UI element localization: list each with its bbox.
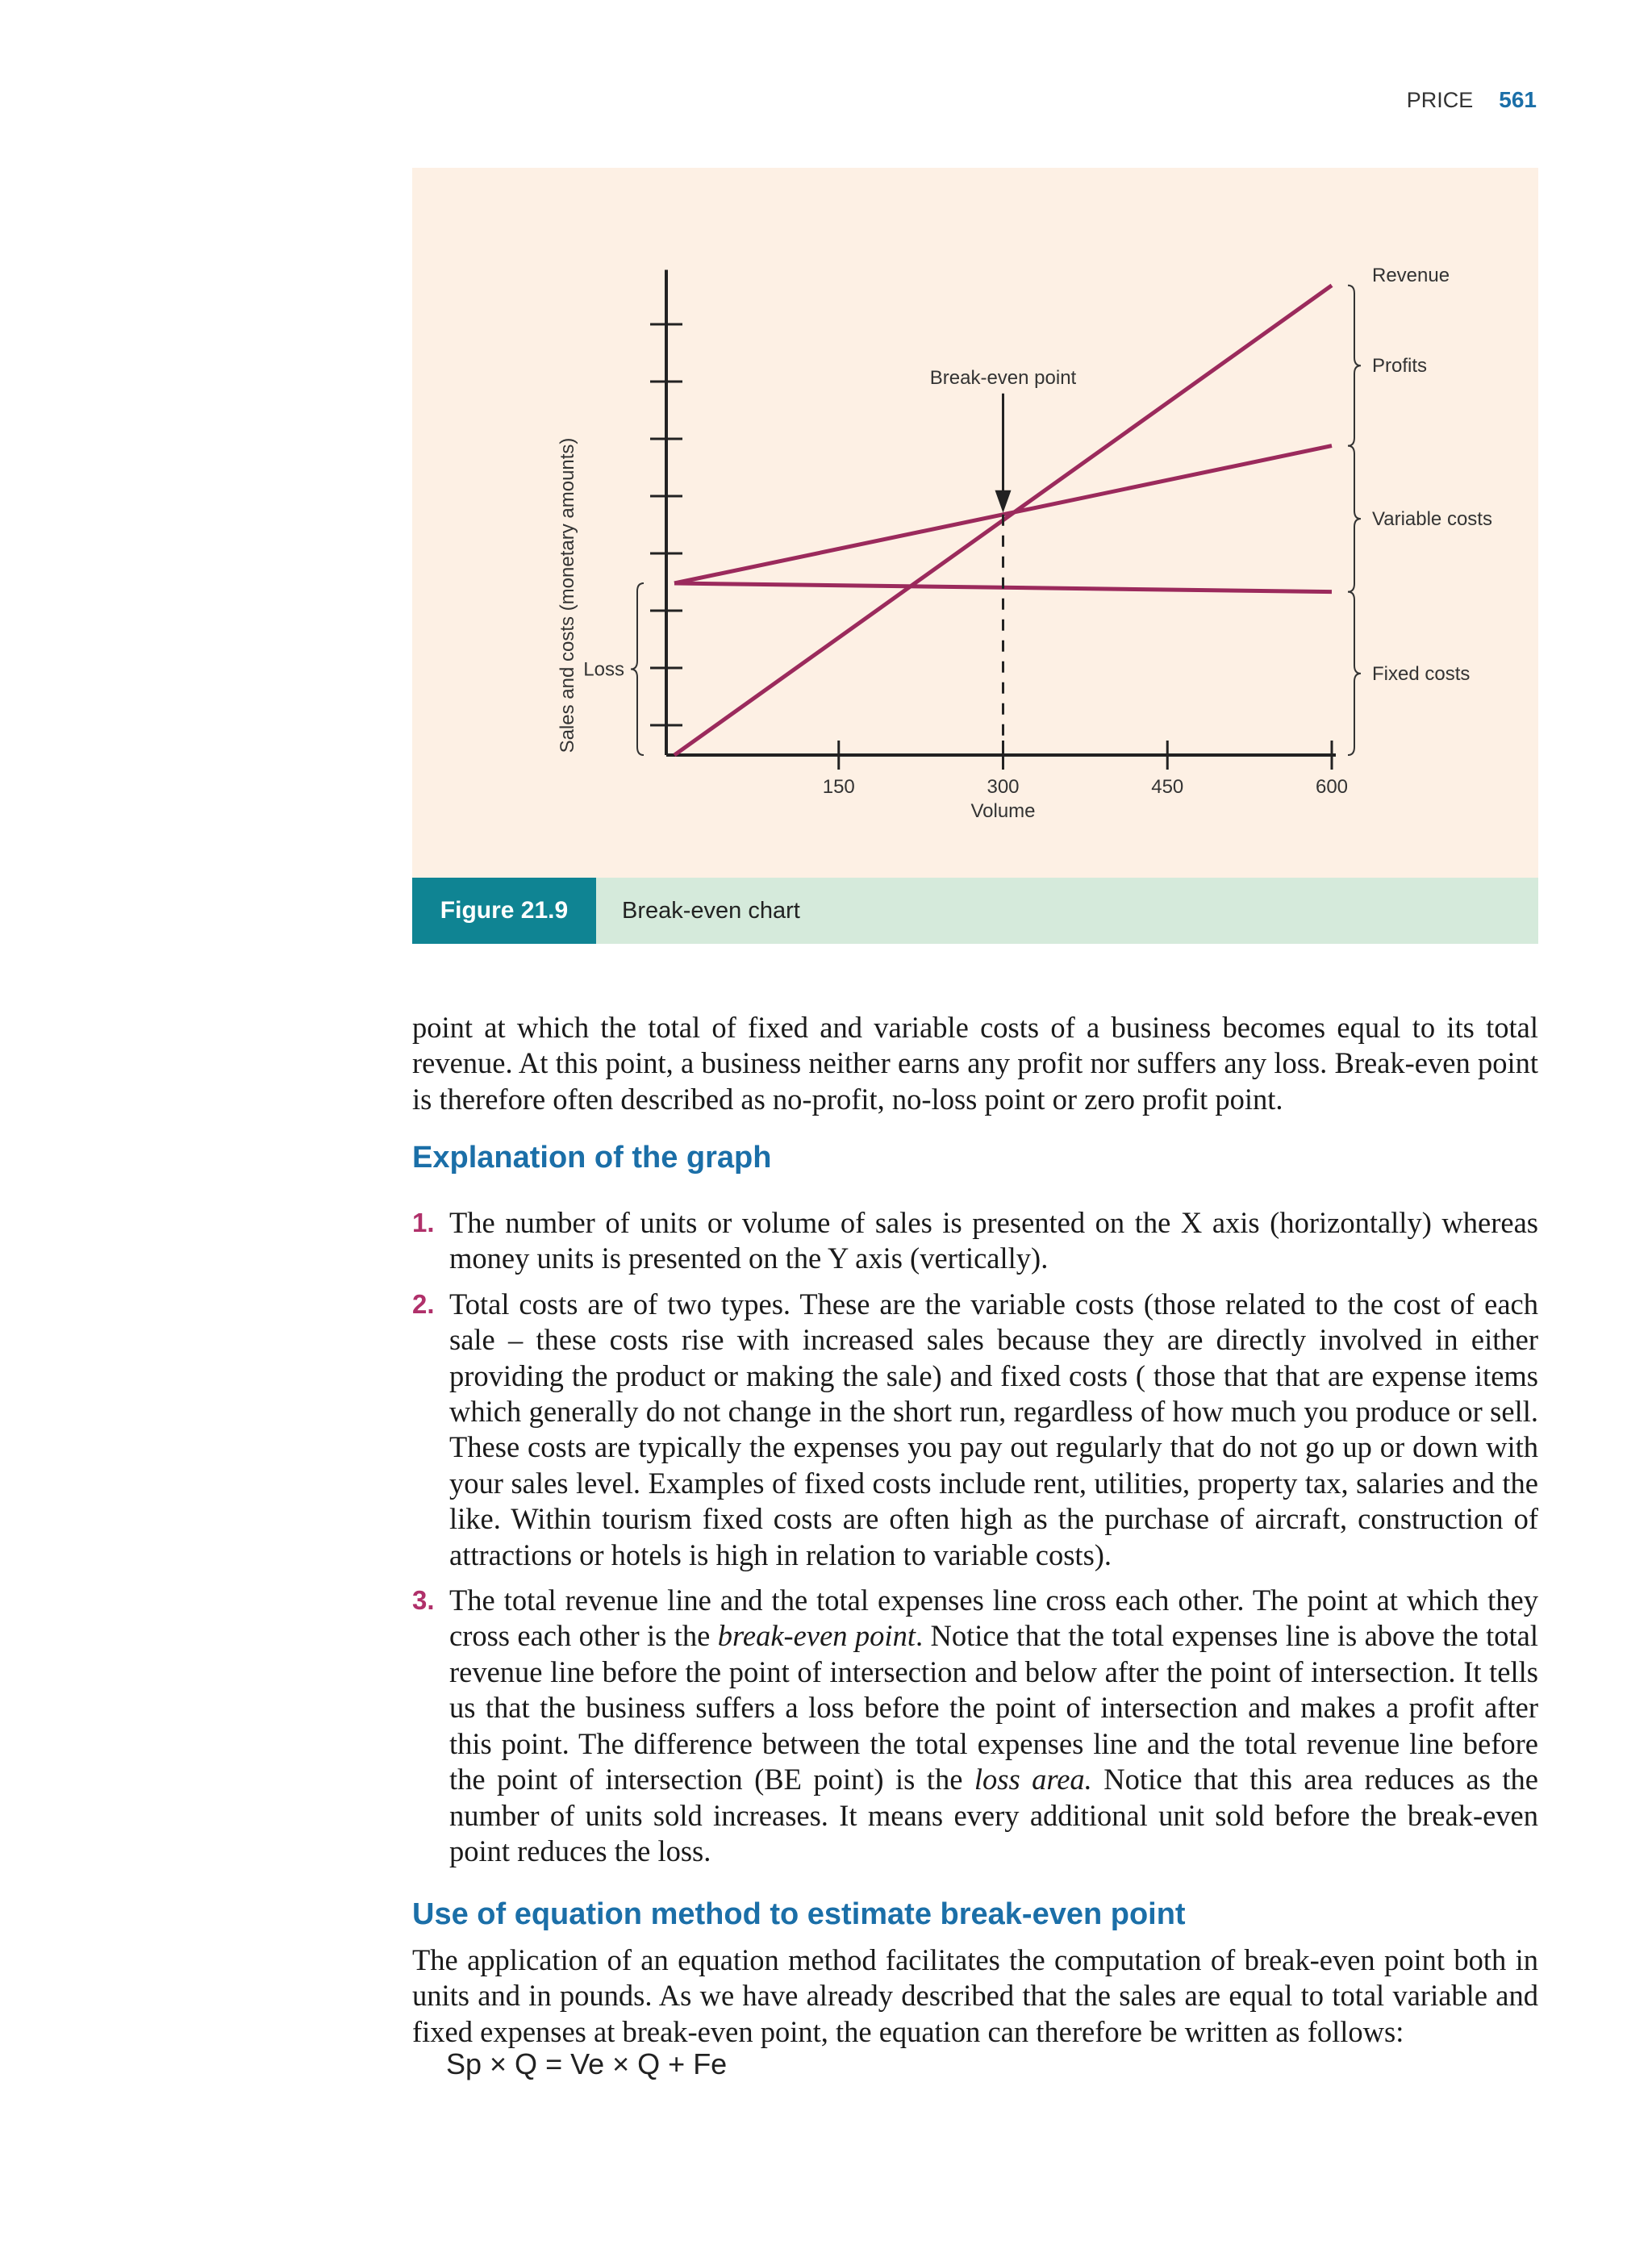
brace-profits: [1348, 286, 1361, 446]
page-number: 561: [1499, 87, 1537, 112]
emphasis-break-even-point: break-even point: [717, 1619, 916, 1653]
list-text: Total costs are of two types. These are the variable costs (those related to the cost of each sale – these costs rise with increased sales because they are directly involved in either providing the product or making the sale) and fixed costs ( those that that are expense items which generally do not change in the short run, regardless of how much you produce or sell. These costs are typically the expenses you pay out regularly that do not go up or down with your sales level. Examples of fixed costs include rent, utilities, property tax, salaries and the like. Within tourism fixed costs are often high as the purchase of aircraft, construction of attractions or hotels is high in relation to variable costs).: [449, 1287, 1538, 1571]
brace-fixed-costs: [1348, 592, 1361, 755]
header-section: PRICE: [1406, 88, 1474, 112]
intro-paragraph: point at which the total of fixed and variable costs of a business becomes equal to its total revenue. At this point, a business neither earns any profit nor suffers any loss. Break-even point is therefore often described as no-profit, no-loss point or zero profit point.: [412, 1011, 1538, 1116]
y-axis-label: Sales and costs (monetary amounts): [557, 437, 578, 753]
section-heading-explanation: Explanation of the graph: [412, 1141, 772, 1175]
running-header: [1407, 87, 1537, 113]
break-even-equation: Sp × Q = Ve × Q + Fe: [446, 2047, 728, 2080]
figure-title: Break-even chart: [622, 897, 800, 924]
brace-loss: [631, 583, 644, 755]
x-tick-label: 450: [1151, 776, 1184, 798]
x-tick-label: 150: [822, 776, 855, 798]
list-item: [412, 1205, 1538, 1277]
explanation-list: [412, 1205, 1538, 1879]
list-text: The total revenue line and the total expenses line cross each other. The point at which they cross each other is the break-even point. Notice that the total expenses line is above the total revenue line before the point of intersection and below after the point of intersection. It tells us that the business suffers a loss before the point of intersection and makes a profit after this point. The difference between the total expenses line and the total revenue line before the point of intersection (BE point) is the loss area. Notice that this area reduces as the number of units sold increases. It means every additional unit sold before the break-even point reduces the loss.: [449, 1584, 1538, 1867]
list-text: The number of units or volume of sales is presented on the X axis (horizontally) whereas money units is presented on the Y axis (vertically).: [449, 1206, 1538, 1275]
profits-label: Profits: [1372, 355, 1428, 378]
break-even-label: Break-even point: [929, 366, 1077, 389]
variable-costs-label: Variable costs: [1372, 508, 1492, 531]
equation-intro-paragraph: The application of an equation method facilitates the computation of break-even point both in units and in pounds. As we have already described that the sales are equal to total variable and fixed expenses at break-even point, the equation can therefore be written as follows:: [412, 1943, 1538, 2048]
emphasis-loss-area: loss area.: [974, 1763, 1092, 1796]
list-number: 2.: [412, 1288, 435, 1319]
list-number: 1.: [412, 1208, 435, 1237]
loss-label: Loss: [583, 658, 624, 681]
x-tick-label: 600: [1315, 776, 1349, 798]
fixed-costs-label: Fixed costs: [1372, 662, 1471, 685]
break-even-arrow-head: [995, 490, 1012, 513]
figure-caption: [412, 878, 1538, 944]
list-item: [412, 1287, 1538, 1573]
figure-number: Figure 21.9: [412, 878, 596, 944]
section-heading-equation: Use of equation method to estimate break-even point: [412, 1897, 1186, 1931]
break-even-figure: [412, 168, 1538, 942]
brace-variable-costs: [1348, 446, 1361, 592]
list-number: 3.: [412, 1585, 435, 1616]
break-even-chart: [412, 168, 1538, 942]
x-axis-label: Volume: [970, 800, 1036, 822]
list-item: [412, 1583, 1538, 1869]
x-tick-label: 300: [987, 776, 1020, 798]
revenue-label: Revenue: [1372, 264, 1450, 286]
